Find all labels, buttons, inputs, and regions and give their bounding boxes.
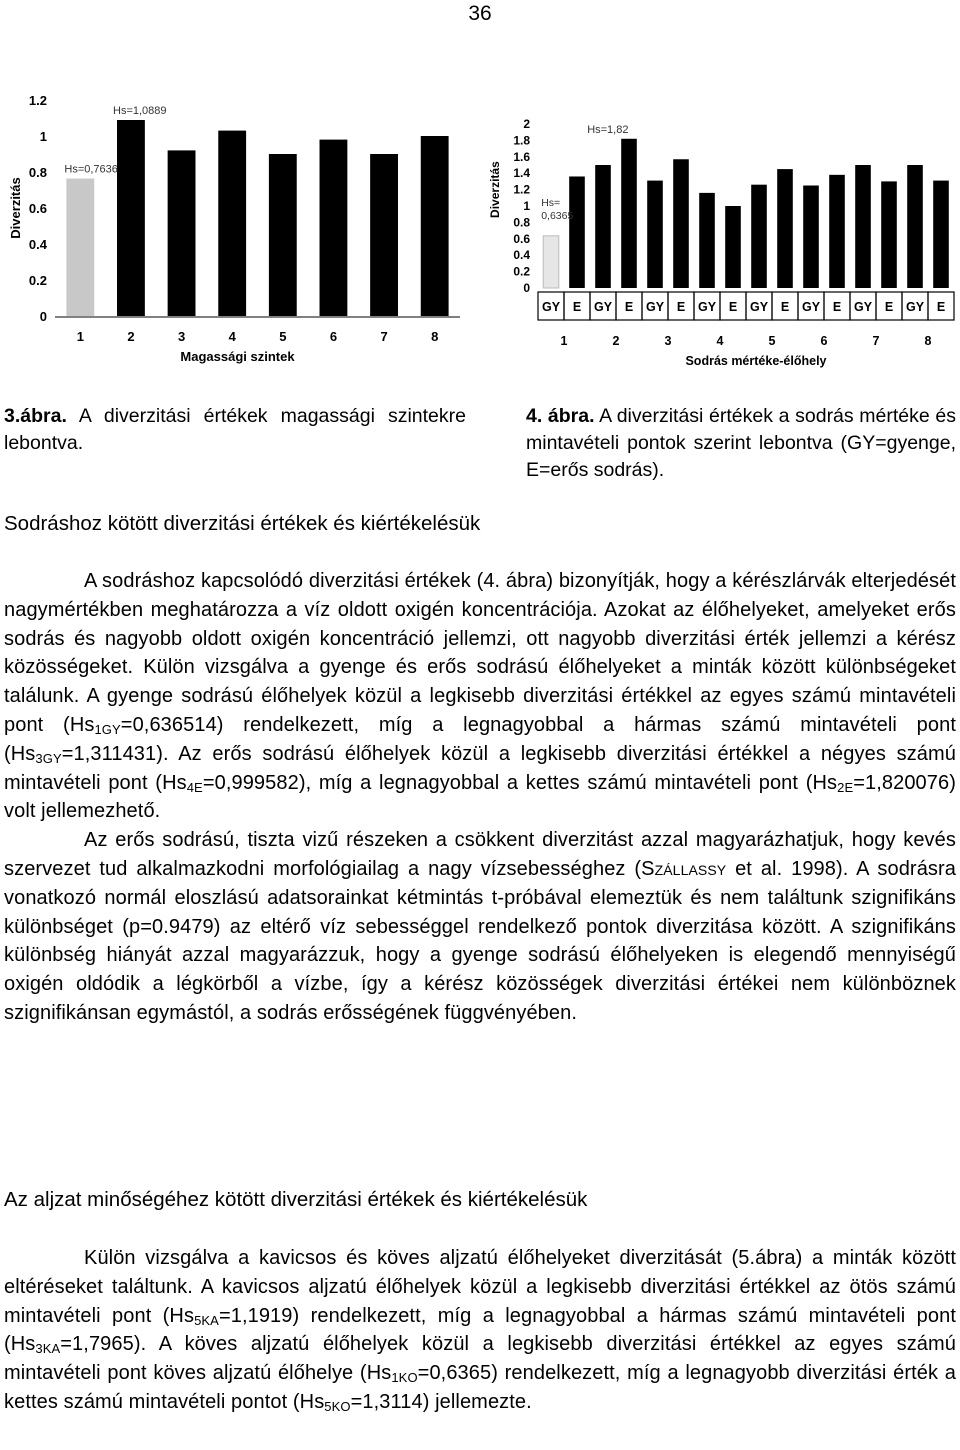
figure4-caption-label: 4. ábra. [526, 405, 595, 427]
x-tick-label: 6 [329, 329, 338, 344]
bar [647, 181, 663, 288]
x-tick-label: 5 [279, 329, 287, 344]
figure3-bar-chart [0, 88, 470, 368]
figure4-bar-chart [484, 108, 960, 370]
y-tick-label: 1.8 [513, 133, 530, 148]
x-category-label: E [780, 300, 790, 314]
x-tick-label: 1 [76, 329, 84, 344]
y-tick-label: 0.4 [513, 248, 530, 263]
bar-annotation: Hs=1,0889 [113, 104, 167, 117]
bar [168, 150, 196, 316]
bar [595, 165, 611, 288]
bar [933, 181, 949, 288]
section1-paragraph-1: A sodráshoz kapcsolódó diverzitási értékek (4. ábra) bizonyítják, hogy a kérészlárvák elterjedését nagymértékben meghatározza a víz oldott oxigén koncentrációja. Azokat az élőhelyeket, amelyeket erős sodrás és nagyobb oldott oxigén koncentráció jellemzi, ott nagyobb diverzitási érték jellemzi a kérész közösségeket. Külön vizsgálva a gyenge és erős sodrású élőhelyeket a minták között különbségeket találunk. A gyenge sodrású élőhelyek közül a legkisebb diverzitási értékkel az egyes számú mintavételi pont $(Hs_{1GY}=0,636514)$ rendelkezett, míg a legnagyobbal a hármas számú mintavételi pont $(Hs_{3GY}=1,311431)$. Az erős sodrású élőhelyek közül a legkisebb diverzitási értékkel a négyes számú mintavételi pont $(Hs_{4E}=0,999582)$, míg a legnagyobbal a kettes számú mintavételi pont $(Hs_{2E}=1,820076)$ volt jellemezhető. [4, 570, 956, 823]
x-group-label: 7 [872, 334, 880, 348]
x-group-label: 3 [664, 334, 672, 348]
bar [907, 165, 923, 288]
bar [725, 206, 741, 288]
bar [855, 165, 871, 288]
x-group-label: 5 [768, 334, 776, 348]
bar [699, 193, 715, 288]
bar [421, 136, 449, 316]
x-group-label: 6 [820, 334, 828, 348]
y-tick-label: 0.8 [513, 215, 530, 230]
bar [569, 176, 585, 288]
x-category-label: GY [593, 300, 613, 314]
section2-paragraph-1: Külön vizsgálva a kavicsos és köves aljzatú élőhelyeket diverzitását (5.ábra) a minták között eltéréseket találtunk. A kavicsos aljzatú élőhelyek közül a legkisebb diverzitási értékkel az ötös számú mintavételi pont $(Hs_{5KA}=1,1919)$ rendelkezett, míg a legnagyobbal a hármas számú mintavételi pont $(Hs_{3KA}=1,7965)$. A köves aljzatú élőhelyek közül a legkisebb diverzitási értékkel az egyes számú mintavételi pont köves aljzatú élőhelye $(Hs_{1KO}=0,6365)$ rendelkezett, míg a legnagyobb diverzitási érték a kettes számú mintavételi pontot $(Hs_{5KO}=1,3114)$ jellemezte. [4, 1247, 956, 1414]
x-tick-label: 2 [127, 329, 135, 344]
y-tick-label: 0 [39, 309, 47, 324]
figure3-caption-text: A diverzitási értékek magassági szintekre lebontva. [4, 405, 466, 454]
x-category-label: E [936, 300, 946, 314]
y-axis-label: Diverzitás [8, 177, 23, 239]
x-category-label: E [624, 300, 634, 314]
bar [543, 236, 559, 288]
bar [803, 186, 819, 289]
x-axis-label: Sodrás mértéke-élőhely [685, 354, 827, 368]
x-category-label: GY [749, 300, 769, 314]
y-tick-label: 0.2 [28, 273, 47, 288]
x-category-label: GY [697, 300, 717, 314]
bar-annotation: Hs=1,82 [587, 123, 629, 136]
figure4-caption [526, 403, 956, 484]
y-tick-label: 1.2 [28, 93, 47, 108]
bar [621, 139, 637, 288]
x-category-label: E [884, 300, 894, 314]
x-group-label: 4 [716, 334, 724, 348]
x-category-label: GY [853, 300, 873, 314]
bar-annotation: Hs= 0,6365 [541, 196, 574, 222]
x-group-label: 8 [924, 334, 932, 348]
page-number: 36 [468, 2, 492, 25]
y-tick-label: 0.6 [513, 231, 530, 246]
bar [370, 154, 398, 316]
x-tick-label: 3 [177, 329, 186, 344]
y-tick-label: 0 [523, 281, 530, 295]
bar [751, 185, 767, 288]
x-category-label: GY [541, 300, 561, 314]
x-tick-label: 8 [431, 329, 439, 344]
bar [777, 169, 793, 288]
figure3-caption-label: 3.ábra. [4, 405, 67, 427]
y-tick-label: 0.4 [28, 237, 47, 252]
x-category-label: E [728, 300, 738, 314]
x-category-label: GY [645, 300, 665, 314]
x-category-label: E [832, 300, 842, 314]
y-tick-label: 0.8 [28, 165, 47, 180]
x-category-label: E [572, 300, 582, 314]
section2-body [4, 1244, 956, 1417]
y-tick-label: 1 [39, 129, 47, 144]
x-category-label: GY [905, 300, 925, 314]
y-tick-label: 1.6 [513, 149, 530, 164]
section1-body [4, 567, 956, 1028]
bar [66, 179, 94, 316]
y-axis-label: Diverzitás [488, 161, 502, 218]
bar [829, 175, 845, 288]
x-category-label: GY [801, 300, 821, 314]
section1-paragraph-2: Az erős sodrású, tiszta vizű részeken a csökkent diverzitást azzal magyarázhatjuk, hogy kevés szervezet tud alkalmazkodni morfológiailag a nagy vízsebességhez (Szállassy et al. 1998). A sodrásra vonatkozó normál eloszlású adatsorainkat kétmintás t-próbával elemeztük és nem találtunk szignifikáns különbséget (p=0.9479) az eltérő víz sebességgel rendelkező pontok diverzitása között. A szignifikáns különbség hiányát azzal magyarázzuk, hogy a gyenge sodrású élőhelyeken is elegendő mennyiségű oxigén oldódik a légkörből a vízbe, így a kérész közösségek diverzitási értékei nem különböznek szignifikánsan egymástól, a sodrás erősségének függvényében. [4, 829, 956, 1024]
y-tick-label: 2 [523, 117, 530, 131]
x-group-label: 2 [612, 334, 620, 348]
y-tick-label: 1 [523, 199, 530, 213]
figure3-caption [4, 403, 466, 457]
bar [218, 131, 246, 316]
section2-heading: Az aljzat minőségéhez kötött diverzitási értékek és kiértékelésük [4, 1188, 588, 1211]
y-tick-label: 0.6 [28, 201, 47, 216]
y-tick-label: 1.2 [513, 182, 530, 197]
x-category-label: E [676, 300, 686, 314]
x-group-label: 1 [560, 334, 568, 348]
y-tick-label: 0.2 [513, 264, 530, 279]
bar [269, 154, 297, 316]
section1-heading: Sodráshoz kötött diverzitási értékek és kiértékelésük [4, 512, 481, 535]
bar [320, 140, 348, 316]
figure4-caption-text: A diverzitási értékek a sodrás mértéke és mintavételi pontok szerint lebontva (GY=gyenge, E=erős sodrás). [526, 405, 956, 481]
x-tick-label: 7 [380, 329, 388, 344]
y-tick-label: 1.4 [513, 166, 530, 181]
bar-annotation: Hs=0,7636 [64, 163, 118, 176]
bar [117, 120, 145, 316]
bar [673, 159, 689, 288]
x-axis-label: Magassági szintek [180, 349, 295, 364]
bar [881, 181, 897, 288]
x-tick-label: 4 [228, 329, 236, 344]
